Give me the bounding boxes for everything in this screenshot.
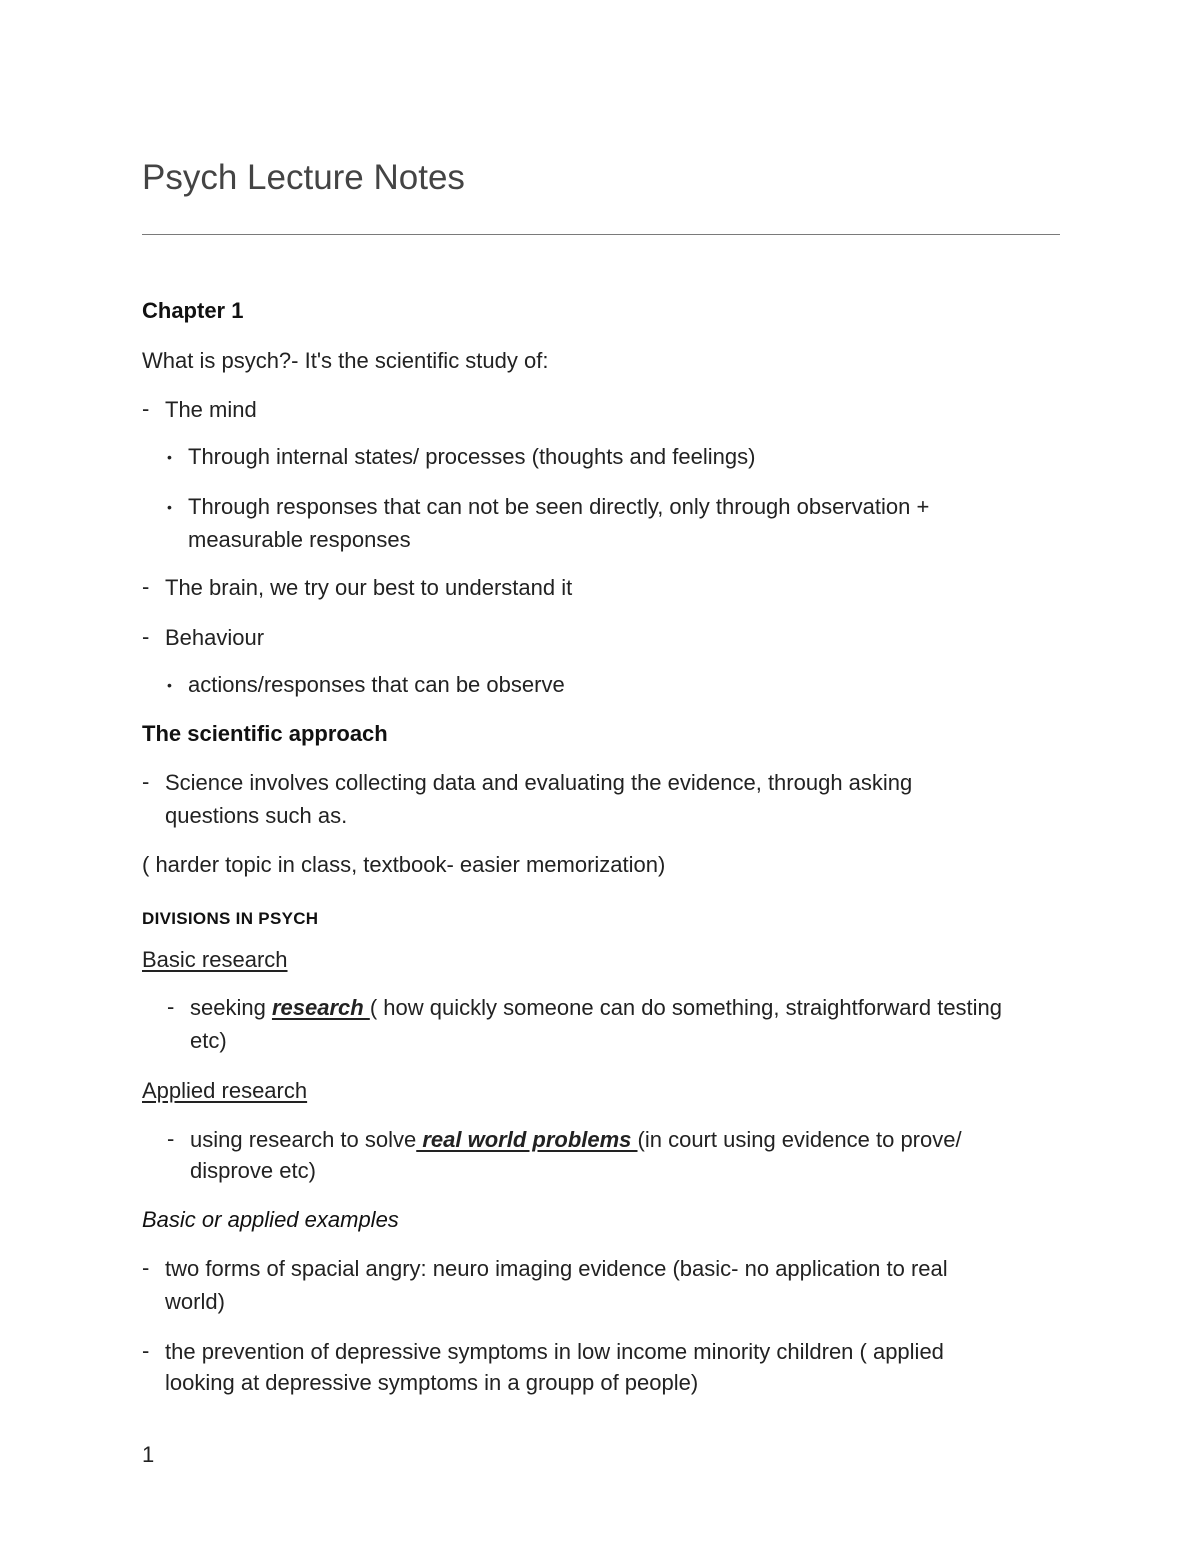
dash-bullet: - <box>167 994 175 1019</box>
applied-prefix: using research to solve <box>190 1127 417 1152</box>
dash-bullet: - <box>142 624 150 649</box>
list-subitem-responses-line2: measurable responses <box>188 527 411 552</box>
list-item-applied-research-line2: disprove etc) <box>190 1158 316 1183</box>
dot-bullet: • <box>167 499 172 515</box>
subheading-basic-research: Basic research <box>142 947 288 972</box>
list-subitem-responses-line1: Through responses that can not be seen directly, only through observation + <box>188 494 930 519</box>
subheading-applied-research: Applied research <box>142 1078 308 1103</box>
list-subitem-actions: actions/responses that can be observe <box>188 672 565 697</box>
list-item-basic-research-line1 <box>190 995 1002 1021</box>
list-item-science-line1: Science involves collecting data and evaluating the evidence, through asking <box>165 770 913 795</box>
applied-emphasis: real world problems <box>416 1127 638 1152</box>
dash-bullet: - <box>142 769 150 794</box>
list-item-applied-research-line1 <box>190 1127 962 1153</box>
dash-bullet: - <box>142 1338 150 1363</box>
list-item-example2-line1: the prevention of depressive symptoms in low income minority children ( applied <box>165 1339 944 1364</box>
list-item-science-line2: questions such as. <box>165 803 348 828</box>
list-item-behaviour: Behaviour <box>165 625 265 650</box>
basic-prefix: seeking <box>190 995 272 1020</box>
list-item-brain: The brain, we try our best to understand it <box>165 575 573 600</box>
dash-bullet: - <box>142 396 150 421</box>
chapter-heading: Chapter 1 <box>142 298 244 323</box>
section-heading-scientific-approach: The scientific approach <box>142 721 388 746</box>
page-number: 1 <box>142 1442 155 1467</box>
applied-suffix: (in court using evidence to prove/ <box>637 1127 962 1152</box>
subheading-examples: Basic or applied examples <box>142 1207 399 1232</box>
list-item-mind: The mind <box>165 397 257 422</box>
basic-emphasis: research <box>271 995 370 1020</box>
dash-bullet: - <box>167 1126 175 1151</box>
list-item-basic-research-line2: etc) <box>190 1028 227 1053</box>
document-title: Psych Lecture Notes <box>142 158 465 197</box>
list-item-example1-line2: world) <box>165 1289 225 1314</box>
list-subitem-internal-states: Through internal states/ processes (thoughts and feelings) <box>188 444 756 469</box>
basic-suffix: ( how quickly someone can do something, straightforward testing <box>369 995 1003 1020</box>
dash-bullet: - <box>142 1255 150 1280</box>
dot-bullet: • <box>167 449 172 465</box>
list-item-example2-line2: looking at depressive symptoms in a groupp of people) <box>165 1370 699 1395</box>
intro-line: What is psych?- It's the scientific study of: <box>142 348 549 373</box>
dot-bullet: • <box>167 677 172 693</box>
note-line: ( harder topic in class, textbook- easier memorization) <box>142 852 666 877</box>
dash-bullet: - <box>142 574 150 599</box>
list-item-example1-line1: two forms of spacial angry: neuro imaging evidence (basic- no application to real <box>165 1256 948 1281</box>
title-divider <box>142 234 1060 235</box>
section-heading-divisions: DIVISIONS IN PSYCH <box>142 909 319 928</box>
